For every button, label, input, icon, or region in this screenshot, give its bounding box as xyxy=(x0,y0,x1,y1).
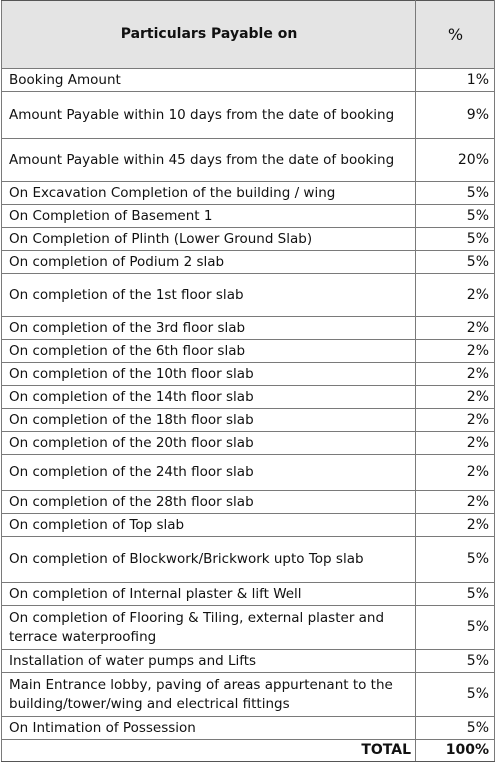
row-value: 1% xyxy=(416,69,495,92)
row-value: 5% xyxy=(416,606,495,650)
row-label: On completion of the 20th floor slab xyxy=(2,432,416,455)
row-label: On completion of the 28th floor slab xyxy=(2,491,416,514)
row-value: 2% xyxy=(416,514,495,537)
row-label: On Completion of Plinth (Lower Ground Slab) xyxy=(2,228,416,251)
table-row xyxy=(2,386,495,409)
row-label: On Intimation of Possession xyxy=(2,717,416,740)
row-value: 2% xyxy=(416,274,495,317)
table-row xyxy=(2,139,495,182)
row-label: On Completion of Basement 1 xyxy=(2,205,416,228)
row-label: On completion of the 14th floor slab xyxy=(2,386,416,409)
row-label: On completion of the 10th floor slab xyxy=(2,363,416,386)
row-value: 2% xyxy=(416,340,495,363)
row-value: 2% xyxy=(416,317,495,340)
row-value: 5% xyxy=(416,537,495,583)
table-row xyxy=(2,363,495,386)
table-row xyxy=(2,182,495,205)
row-label: Main Entrance lobby, paving of areas appurtenant to the building/tower/wing and electrical fittings xyxy=(2,673,416,717)
row-label: On completion of the 24th floor slab xyxy=(2,455,416,491)
row-label: On completion of Blockwork/Brickwork upto Top slab xyxy=(2,537,416,583)
table-row xyxy=(2,409,495,432)
table-row xyxy=(2,317,495,340)
table-row xyxy=(2,340,495,363)
row-value: 5% xyxy=(416,228,495,251)
table-row xyxy=(2,673,495,717)
table-row xyxy=(2,717,495,740)
row-label: On completion of Top slab xyxy=(2,514,416,537)
table-row xyxy=(2,491,495,514)
row-label: On completion of Flooring & Tiling, external plaster and terrace waterproofing xyxy=(2,606,416,650)
table-row xyxy=(2,205,495,228)
row-label: On completion of Podium 2 slab xyxy=(2,251,416,274)
payment-schedule-table xyxy=(1,0,495,762)
row-label: Amount Payable within 10 days from the date of booking xyxy=(2,92,416,139)
particulars-header: Particulars Payable on xyxy=(2,1,416,69)
row-value: 5% xyxy=(416,205,495,228)
table-row xyxy=(2,650,495,673)
row-value: 9% xyxy=(416,92,495,139)
row-label: On completion of the 18th floor slab xyxy=(2,409,416,432)
table-row xyxy=(2,455,495,491)
table-row xyxy=(2,251,495,274)
row-value: 5% xyxy=(416,182,495,205)
row-label: On completion of Internal plaster & lift Well xyxy=(2,583,416,606)
row-label: On completion of the 6th floor slab xyxy=(2,340,416,363)
row-label: On Excavation Completion of the building / wing xyxy=(2,182,416,205)
row-value: 5% xyxy=(416,717,495,740)
row-label: On completion of the 3rd floor slab xyxy=(2,317,416,340)
row-value: 2% xyxy=(416,363,495,386)
total-value: 100% xyxy=(416,740,495,762)
table-row xyxy=(2,92,495,139)
table-row xyxy=(2,69,495,92)
percent-header: % xyxy=(416,1,495,69)
row-value: 5% xyxy=(416,583,495,606)
row-value: 2% xyxy=(416,432,495,455)
row-value: 2% xyxy=(416,386,495,409)
row-value: 2% xyxy=(416,409,495,432)
table-row xyxy=(2,606,495,650)
row-label: Booking Amount xyxy=(2,69,416,92)
table-header-row xyxy=(2,1,495,69)
row-value: 20% xyxy=(416,139,495,182)
row-value: 2% xyxy=(416,455,495,491)
row-label: Installation of water pumps and Lifts xyxy=(2,650,416,673)
table-row xyxy=(2,228,495,251)
row-value: 5% xyxy=(416,673,495,717)
table-row xyxy=(2,537,495,583)
table-row xyxy=(2,432,495,455)
row-value: 5% xyxy=(416,650,495,673)
total-label: TOTAL xyxy=(2,740,416,762)
total-row xyxy=(2,740,495,762)
row-value: 5% xyxy=(416,251,495,274)
row-label: Amount Payable within 45 days from the date of booking xyxy=(2,139,416,182)
table-row xyxy=(2,274,495,317)
row-label: On completion of the 1st floor slab xyxy=(2,274,416,317)
row-value: 2% xyxy=(416,491,495,514)
table-row xyxy=(2,514,495,537)
table-row xyxy=(2,583,495,606)
